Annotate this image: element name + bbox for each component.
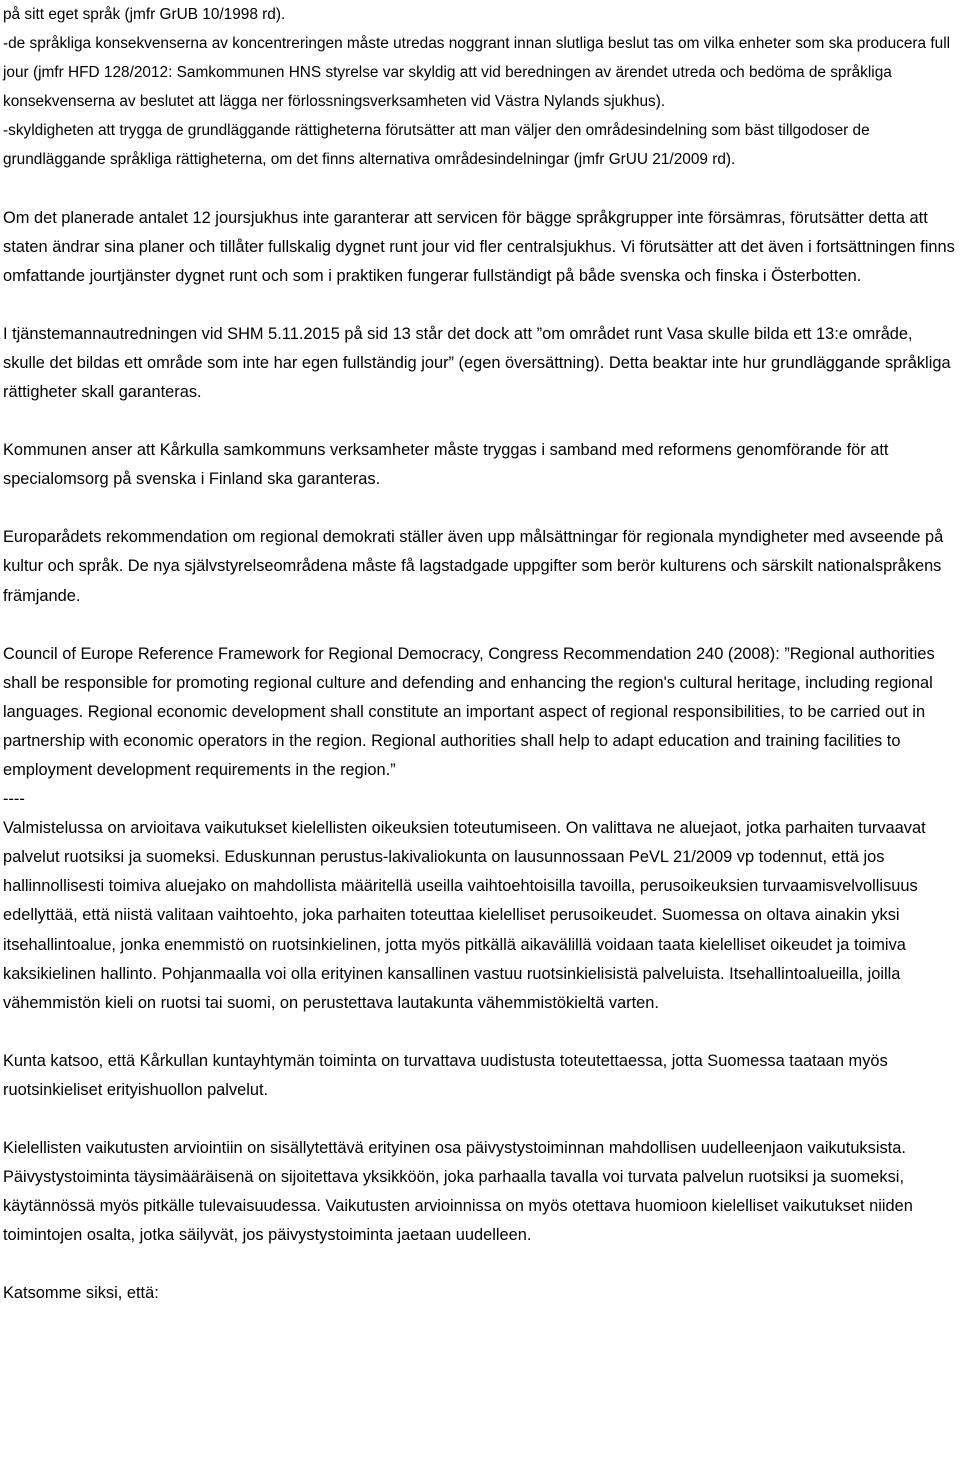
paragraph-text: Kunta katsoo, että Kårkullan kuntayhtymän toiminta on turvattava uudistusta toteutettaessa, jotta Suomessa taataan myös ruotsinkieliset erityishuollon palvelut. [3,1051,888,1099]
paragraph-text: på sitt eget språk (jmfr GrUB 10/1998 rd). -de språkliga konsekvenserna av koncentreringen måste utredas noggrant innan slutliga beslut tas om vilka enheter som ska producera full jour (jmfr HFD 128/2012: Samkommunen HNS styrelse var skyldig att vid beredningen av ärendet utreda och bedöma de språkliga konsekvenserna av beslutet att lägga ner förlossningsverksamheten vid Västra Nylands sjukhus). -skyldigheten att trygga de grundläggande rättigheterna förutsätter att man väljer den områdesindelning som bäst tillgodoser de grundläggande språkliga rättigheterna, om det finns alternativa områdesindelningar (jmfr GrUU 21/2009 rd). [3,6,951,169]
paragraph-kielelliset-vaikutukset [3,1134,958,1250]
paragraph-text: Om det planerade antalet 12 joursjukhus inte garanterar att servicen för bägge språkgrupper inte försämras, förutsätter detta att staten ändrar sina planer och tillåter fullskalig dygnet runt jour vid fler centralsjukhus. Vi förutsätter att det även i fortsättningen finns omfattande jourtjänster dygnet runt och som i praktiken fungerar fullständigt på både svenska och finska i Österbotten. [3,208,955,285]
paragraph-katsomme [3,1279,958,1308]
paragraph-europaradet [3,523,958,610]
paragraph-text: I tjänstemannautredningen vid SHM 5.11.2015 på sid 13 står det dock att ”om området runt Vasa skulle bilda ett 13:e område, skulle det bildas ett område som inte har egen fullständig jour” (egen översättning). Detta beaktar inte hur grundläggande språkliga rättigheter skall garanteras. [3,324,951,402]
paragraph-gap [3,175,958,204]
paragraph-text: Kielellisten vaikutusten arviointiin on sisällytettävä erityinen osa päivystystoiminnan mahdollisen uudelleenjaon vaikutuksista. Päivystystoiminta täysimääräisenä on sijoitettava yksikköön, joka parhaalla tavalla voi turvata palvelun ruotsiksi ja suomeksi, käytännössä myös pitkälle tulevaisuudessa. Vaikutusten arvioinnissa on myös otettava huomioon kielelliset vaikutukset niiden toimintojen osalta, jotka säilyvät, jos päivystystoiminta jaetaan uudelleen. [3,1139,913,1245]
paragraph-shm-report [3,320,958,407]
paragraph-gap [3,407,958,436]
paragraph-joursjukhus [3,204,958,291]
paragraph-gap [3,494,958,523]
paragraph-text: Kommunen anser att Kårkulla samkommuns verksamheter måste tryggas i samband med reformens genomförande för att specialomsorg på svenska i Finland ska garanteras. [3,441,889,489]
paragraph-gap [3,1018,958,1047]
paragraph-gap [3,611,958,640]
document-page [3,0,958,1308]
paragraph-text: Council of Europe Reference Framework for Regional Democracy, Congress Recommendation 240 (2008): ”Regional authorities shall be responsible for promoting regional culture and defending and enhancing the region's cultural heritage, including regional languages. Regional economic development shall constitute an important aspect of regional responsibilities, to be carried out in partnership with economic operators in the region. Regional authorities shall help to adapt education and training facilities to employment development requirements in the region.” ---- Valmistelussa on arvioitava vaikutukset kielellisten oikeuksien toteutumiseen. On valittava ne aluejaot, jotka parhaiten turvaavat palvelut ruotsiksi ja suomeksi. Eduskunnan perustus-lakivaliokunta on lausunnossaan PeVL 21/2009 vp todennut, että jos hallinnollisesti toimiva aluejako on mahdollista määritellä useilla vaihtoehtoisilla tavoilla, perusoikeuksien turvaamisvelvollisuus edellyttää, että niistä valitaan vaihtoehto, joka parhaiten toteuttaa kielelliset perusoikeudet. Suomessa on oltava ainakin yksi itsehallintoalue, jonka enemmistö on ruotsinkielinen, jotta myös pitkällä aikavälillä voidaan taata kielelliset oikeudet ja toimiva kaksikielinen hallinto. Pohjanmaalla voi olla erityinen kansallinen vastuu ruotsinkielisistä palveluista. Itsehallintoalueilla, joilla vähemmistön kieli on ruotsi tai suomi, on perustettava lautakunta vähemmistökieltä varten. [3,644,935,1012]
paragraph-swedish-rights [3,0,958,175]
paragraph-text: Katsomme siksi, että: [3,1284,159,1303]
paragraph-karkulla-fi [3,1047,958,1105]
paragraph-karkulla-sv [3,436,958,494]
paragraph-council-and-finnish [3,640,958,1018]
paragraph-gap [3,291,958,320]
paragraph-text: Europarådets rekommendation om regional demokrati ställer även upp målsättningar för regionala myndigheter med avseende på kultur och språk. De nya självstyrelseområdena måste få lagstadgade uppgifter som berör kulturens och särskilt nationalspråkens främjande. [3,528,944,605]
paragraph-gap [3,1250,958,1279]
paragraph-gap [3,1105,958,1134]
